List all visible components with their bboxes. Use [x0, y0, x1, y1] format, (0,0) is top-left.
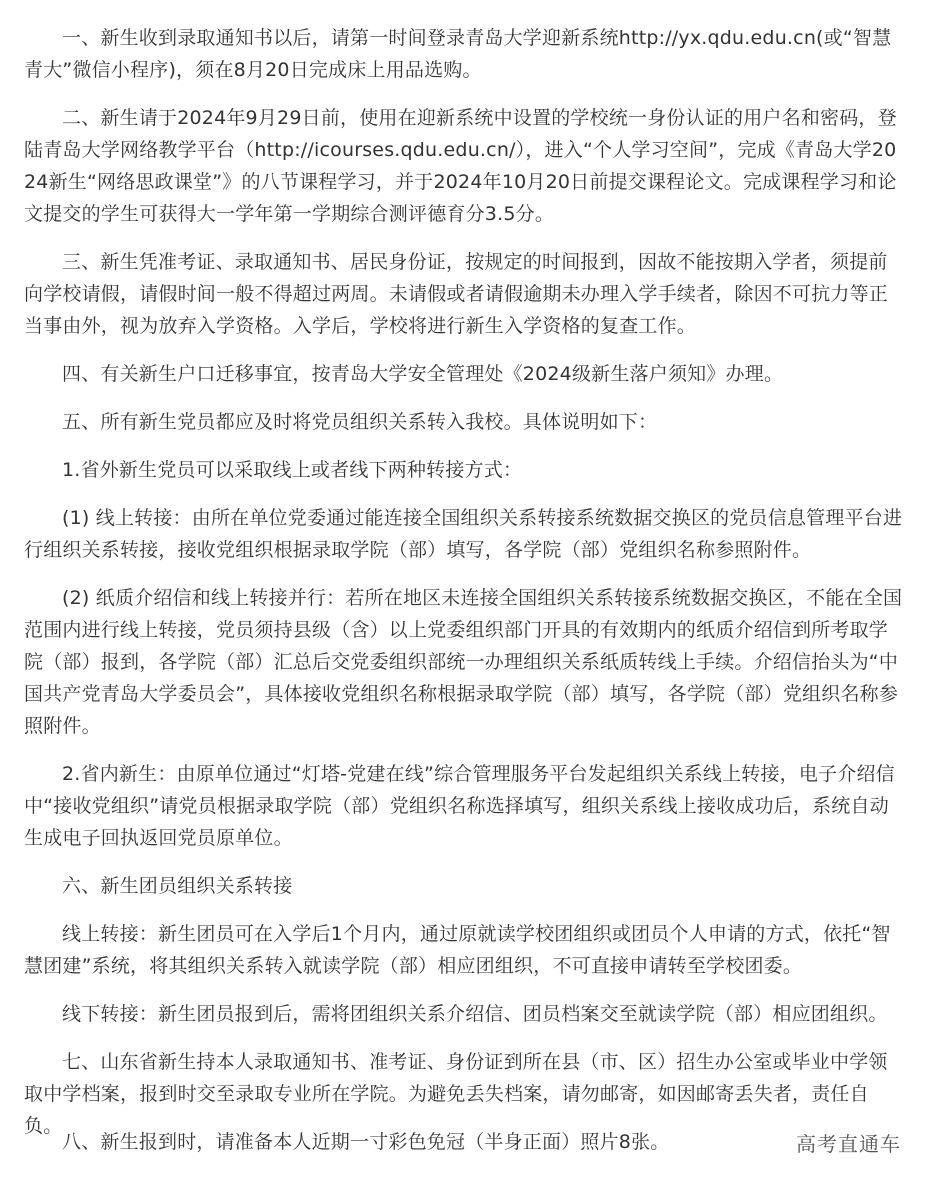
paragraph-5-party-members: 五、所有新生党员都应及时将党员组织关系转入我校。具体说明如下： [62, 411, 658, 433]
paragraph-5-2-in-province: 2.省内新生：由原单位通过“灯塔-党建在线”综合管理服务平台发起组织关系线上转接，电子介绍信中“接收党组织”请党员根据录取学院（部）党组织名称选择填写，组织关系线上接收成功后，系统自动生成电子回执返回党员原单位。 [24, 763, 895, 849]
paragraph-5-1-1-online-transfer: (1) 线上转接：由所在单位党委通过能连接全国组织关系转接系统数据交换区的党员信息管理平台进行组织关系转接，接收党组织根据录取学院（部）填写，各学院（部）党组织名称参照附件。 [24, 507, 903, 561]
paragraph-7-student-archives: 七、山东省新生持本人录取通知书、准考证、身份证到所在县（市、区）招生办公室或毕业中学领取中学档案，报到时交至录取专业所在学院。为避免丢失档案，请勿邮寄，如因邮寄丢失者，责任自负。 [24, 1051, 888, 1137]
paragraph-6-offline-transfer: 线下转接：新生团员报到后，需将团组织关系介绍信、团员档案交至就读学院（部）相应团组织。 [62, 1003, 888, 1025]
paragraph-5-1-2-paper-letter: (2) 纸质介绍信和线上转接并行：若所在地区未连接全国组织关系转接系统数据交换区，不能在全国范围内进行线上转接，党员须持县级（含）以上党委组织部门开具的有效期内的纸质介绍信到所考取学院（部）报到，各学院（部）汇总后交党委组织部统一办理组织关系纸质转线上手续。介绍信抬头为“中国共产党青岛大学委员会”，具体接收党组织名称根据录取学院（部）填写，各学院（部）党组织名称参照附件。 [24, 587, 903, 737]
paragraph-5-1-out-of-province: 1.省外新生党员可以采取线上或者线下两种转接方式： [62, 459, 523, 481]
paragraph-1-bedding-purchase: 一、新生收到录取通知书以后，请第一时间登录青岛大学迎新系统http://yx.qdu.edu.cn(或“智慧青大”微信小程序)，须在8月20日完成床上用品选购。 [24, 27, 892, 81]
paragraph-6-league-members: 六、新生团员组织关系转接 [62, 875, 293, 897]
paragraph-6-online-transfer: 线上转接：新生团员可在入学后1个月内，通过原就读学校团组织或团员个人申请的方式，依托“智慧团建”系统，将其组织关系转入就读学院（部）相应团组织，不可直接申请转至学校团委。 [24, 923, 891, 977]
paragraph-3-registration: 三、新生凭准考证、录取通知书、居民身份证，按规定的时间报到，因故不能按期入学者，须提前向学校请假，请假时间一般不得超过两周。未请假或者请假逾期未办理入学手续者，除因不可抗力等正当事由外，视为放弃入学资格。入学后，学校将进行新生入学资格的复查工作。 [24, 251, 889, 337]
paragraph-8-photos: 八、新生报到时，请准备本人近期一寸彩色免冠（半身正面）照片8张。 [62, 1131, 670, 1153]
paragraph-4-household-registration: 四、有关新生户口迁移事宜，按青岛大学安全管理处《2024级新生落户须知》办理。 [62, 363, 784, 385]
paragraph-2-online-course: 二、新生请于2024年9月29日前，使用在迎新系统中设置的学校统一身份认证的用户名和密码，登陆青岛大学网络教学平台（http://icourses.qdu.edu.cn/），进入“个人学习空间”，完成《青岛大学2024新生“网络思政课堂”》的八节课程学习，并于2024年10月20日前提交课程论文。完成课程学习和论文提交的学生可获得大一学年第一学期综合测评德育分3.5分。 [24, 107, 897, 225]
watermark-text: 高考直通车 [796, 1132, 901, 1156]
